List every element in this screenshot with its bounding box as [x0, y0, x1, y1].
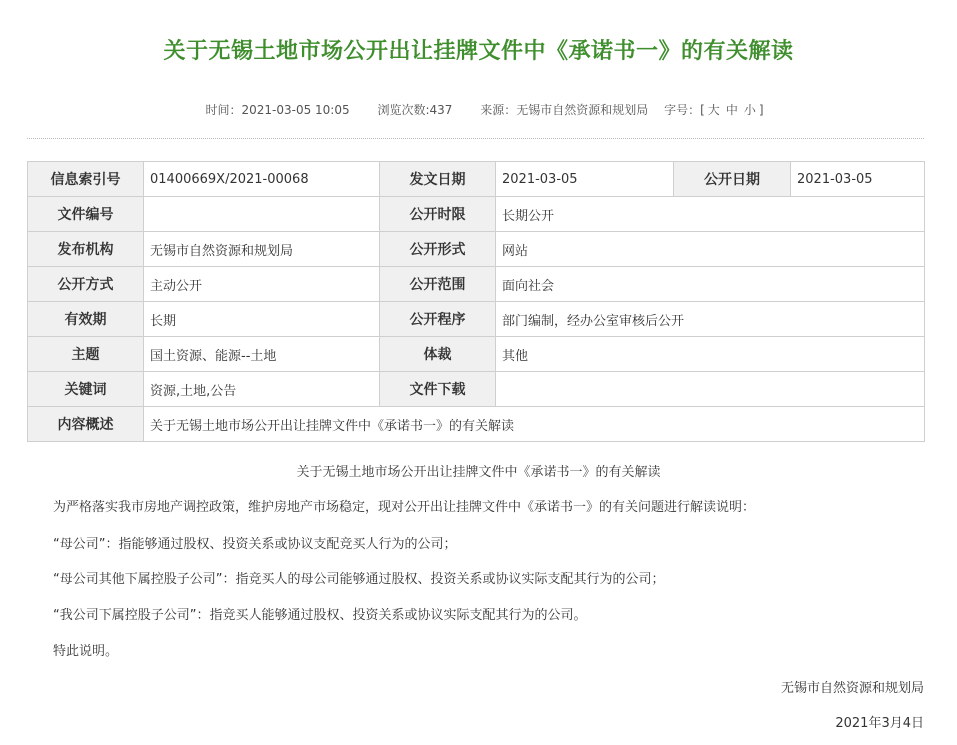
public-date-label: 公开日期: [674, 162, 791, 197]
publish-time: [205, 101, 349, 118]
validity-value: 长期: [144, 302, 380, 337]
index-no-label: 信息索引号: [28, 162, 144, 197]
keywords-label: 关键词: [28, 372, 144, 407]
public-limit-value: 长期公开: [496, 197, 925, 232]
keywords-value: 资源,土地,公告: [144, 372, 380, 407]
meta-divider: [27, 138, 924, 139]
info-row: [28, 407, 925, 442]
info-row: [28, 337, 925, 372]
content-paragraph: “母公司其他下属控股子公司”：指竞买人的母公司能够通过股权、投资关系或协议实际支配其行为的公司；: [53, 572, 665, 587]
source: [480, 101, 648, 118]
public-procedure-label: 公开程序: [380, 302, 496, 337]
index-no-value: 01400669X/2021-00068: [144, 162, 380, 197]
content-paragraph: “母公司”：指能够通过股权、投资关系或协议支配竞买人行为的公司；: [53, 537, 457, 552]
font-size-bracket-close: ]: [758, 103, 764, 117]
topic-label: 主题: [28, 337, 144, 372]
content-paragraph: 为严格落实我市房地产调控政策，维护房地产市场稳定，现对公开出让挂牌文件中《承诺书一》的有关问题进行解读说明：: [53, 500, 756, 515]
summary-value: 关于无锡土地市场公开出让挂牌文件中《承诺书一》的有关解读: [144, 407, 925, 442]
publisher-label: 发布机构: [28, 232, 144, 267]
content-paragraph: “我公司下属控股子公司”：指竞买人能够通过股权、投资关系或协议实际支配其行为的公司。: [53, 608, 587, 623]
view-count-value: 437: [429, 103, 453, 117]
sign-date: 2021年3月4日: [835, 716, 924, 731]
font-size-small-link[interactable]: 小: [743, 103, 756, 117]
info-row: [28, 302, 925, 337]
source-value: 无锡市自然资源和规划局: [516, 103, 649, 117]
topic-value: 国土资源、能源--土地: [144, 337, 380, 372]
font-size-large-link[interactable]: 大: [707, 103, 720, 117]
info-row: [28, 372, 925, 407]
public-procedure-value: 部门编制，经办公室审核后公开: [496, 302, 925, 337]
issue-date-value: 2021-03-05: [496, 162, 674, 197]
public-scope-value: 面向社会: [496, 267, 925, 302]
genre-label: 体裁: [380, 337, 496, 372]
download-label: 文件下载: [380, 372, 496, 407]
doc-no-label: 文件编号: [28, 197, 144, 232]
source-label: 来源：: [480, 103, 517, 117]
signature: 无锡市自然资源和规划局: [780, 681, 924, 696]
publish-time-value: 2021-03-05 10:05: [241, 103, 350, 117]
summary-label: 内容概述: [28, 407, 144, 442]
public-form-label: 公开形式: [380, 232, 496, 267]
public-scope-label: 公开范围: [380, 267, 496, 302]
article-title: 关于无锡土地市场公开出让挂牌文件中《承诺书一》的有关解读: [163, 39, 794, 64]
public-mode-value: 主动公开: [144, 267, 380, 302]
validity-label: 有效期: [28, 302, 144, 337]
download-value[interactable]: [496, 372, 925, 407]
font-size-bracket-open: [: [700, 103, 705, 117]
content-paragraph: 特此说明。: [53, 644, 119, 659]
publish-time-label: 时间：: [205, 103, 242, 117]
public-form-value: 网站: [496, 232, 925, 267]
content-heading: 关于无锡土地市场公开出让挂牌文件中《承诺书一》的有关解读: [296, 465, 661, 480]
info-table: [27, 161, 925, 442]
view-count: [377, 101, 452, 118]
font-size-switcher: [664, 101, 763, 118]
publisher-value: 无锡市自然资源和规划局: [144, 232, 380, 267]
view-count-label: 浏览次数:: [377, 103, 430, 117]
public-limit-label: 公开时限: [380, 197, 496, 232]
public-mode-label: 公开方式: [28, 267, 144, 302]
article-meta: [0, 101, 957, 118]
genre-value: 其他: [496, 337, 925, 372]
info-row: [28, 267, 925, 302]
doc-no-value: [144, 197, 380, 232]
font-size-medium-link[interactable]: 中: [725, 103, 738, 117]
font-size-label: 字号：: [664, 103, 701, 117]
info-row: [28, 197, 925, 232]
issue-date-label: 发文日期: [380, 162, 496, 197]
public-date-value: 2021-03-05: [791, 162, 925, 197]
info-row: [28, 162, 925, 197]
info-row: [28, 232, 925, 267]
